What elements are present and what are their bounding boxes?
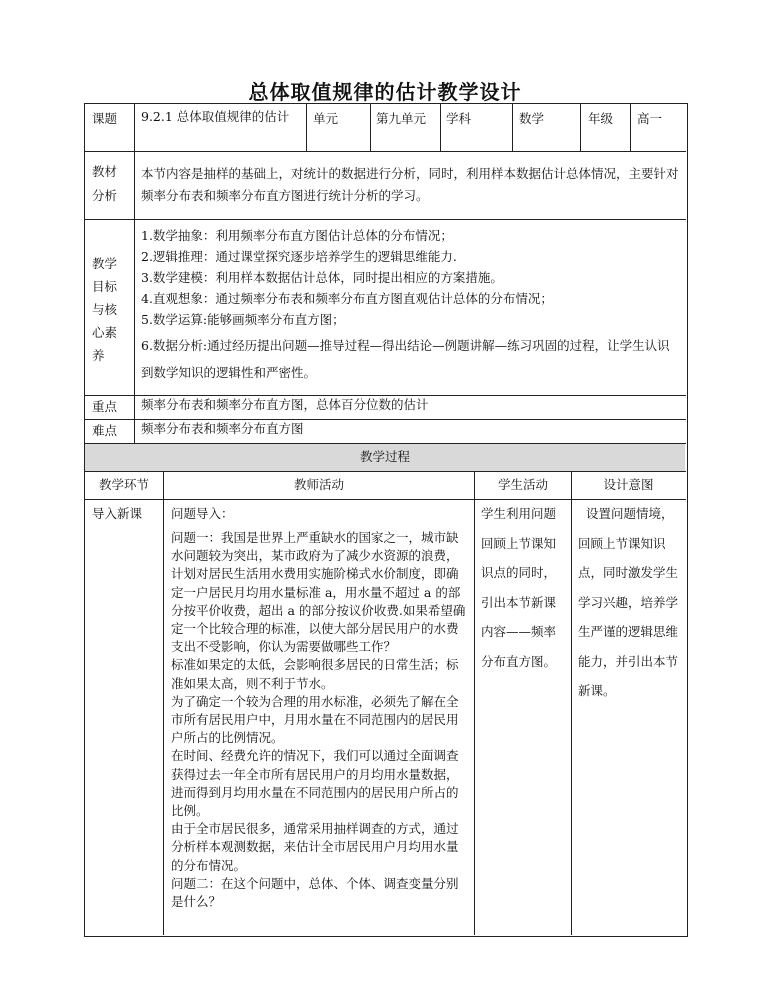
objective-item: 1.数学抽象：利用频率分布直方图估计总体的分布情况； [141,228,453,243]
topic-label: 课题 [92,111,118,126]
row-divider [84,471,686,472]
student-activity: 学生利用问题回顾上节课知识点的同时，引出本节新课内容——频率分布直方图。 [481,506,557,669]
col-divider [440,103,441,151]
objective-item: 6.数据分析:通过经历提出问题—推导过程—得出结论—例题讲解—练习巩固的过程，让学生认识到数学知识的逻辑性和严密性。 [141,338,670,380]
col-divider [580,103,581,151]
objectives-label: 教学目标与核心素养 [92,256,118,363]
objectives-list [141,225,681,386]
col-divider [134,151,135,443]
row-divider [84,443,686,444]
column-header-intent: 设计意图 [603,477,654,492]
difficulties-text: 频率分布表和频率分布直方图 [141,421,304,436]
analysis-text: 本节内容是抽样的基础上，对统计的数据进行分析，同时，利用样本数据估计总体情况，主要针对频率分布表和频率分布直方图进行统计分析的学习。 [141,166,679,203]
difficulties-label: 难点 [92,423,118,438]
subject-value: 数学 [519,111,545,126]
grade-value: 高一 [637,111,663,126]
analysis-label: 教材分析 [92,164,118,203]
col-divider [306,103,307,151]
column-header-stage: 教学环节 [98,477,149,492]
topic-value: 9.2.1 总体取值规律的估计 [141,109,290,124]
col-divider [512,103,513,151]
objective-item: 3.数学建模：利用样本数据估计总体，同时提出相应的方案措施。 [141,270,503,285]
unit-label: 单元 [313,111,339,126]
objective-item: 4.直观想象：通过频率分布表和频率分布直方图直观估计总体的分布情况； [141,291,553,306]
design-intent: 设置问题情境，回顾上节课知识点，同时激发学生学习兴趣，培养学生严谨的逻辑思维能力，并引出本节新课。 [578,506,679,698]
grade-label: 年级 [588,111,614,126]
row-divider [84,151,686,152]
stage-cell: 导入新课 [92,506,143,521]
col-divider [474,471,475,935]
key-points-text: 频率分布表和频率分布直方图，总体百分位数的估计 [141,397,429,412]
col-divider [571,471,572,935]
process-heading: 教学过程 [359,449,410,464]
col-divider [630,103,631,151]
column-header-teacher: 教师活动 [293,477,344,492]
objective-item: 2.逻辑推理：通过课堂探究逐步培养学生的逻辑思维能力. [141,249,457,264]
unit-value: 第九单元 [376,111,427,126]
col-divider [134,103,135,151]
teacher-activity: 问题一：我国是世界上严重缺水的国家之一，城市缺水问题较为突出，某市政府为了减少水资源的浪费，计划对居民生活用水费用实施阶梯式水价制度，即确定一户居民月均用水量标准 a，用水量不超过 a 的部分按平价收费，超出 a 的部分按议价收费.如果希望确定一个比较合理的标准，以使大部分居民用户的水费支出不受影响，你认为需要做哪些工作？ 标准如果定的太低，会影响很多居民的日常生活；标准如果太高，则不利于节水。 为了确定一个较为合理的用水标准，必须先了解在全市所有居民用户中，月用水量在不同范围内的居民用户所占的比例情况。 在时间、经费允许的情况下，我们可以通过全面调查获得过去一年全市所有居民用户的月均用水量数据，进而得到月均用水量在不同范围内的居民用户所占的比例。 由于全市居民很多，通常采用抽样调查的方式，通过分析样本观测数据，来估计全市居民用户月均用水量的分布情况。 问题二：在这个问题中，总体、个体、调查变量分别是什么？ [171,530,466,910]
subject-label: 学科 [446,111,472,126]
teacher-intro: 问题导入： [171,506,234,521]
col-divider [163,471,164,935]
objective-item: 5.数学运算:能够画频率分布直方图； [141,312,345,327]
column-header-student: 学生活动 [497,477,548,492]
page-title: 总体取值规律的估计教学设计 [248,80,522,104]
row-divider [84,219,686,220]
col-divider [370,103,371,151]
key-points-label: 重点 [92,399,118,414]
